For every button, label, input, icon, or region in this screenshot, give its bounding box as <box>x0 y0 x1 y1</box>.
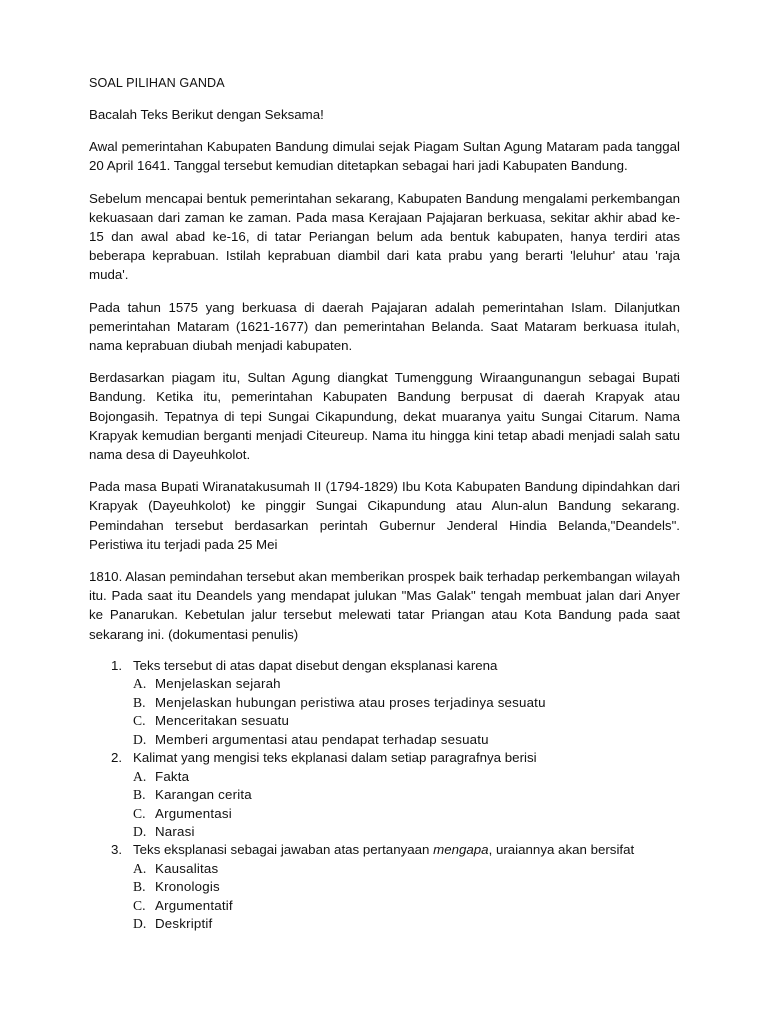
option-letter: C. <box>133 805 146 821</box>
option-list <box>133 768 680 842</box>
question-text <box>133 842 634 857</box>
question-1 <box>89 657 680 749</box>
option-b <box>133 786 680 804</box>
question-text-before: Teks eksplanasi sebagai jawaban atas pertanyaan <box>133 842 434 858</box>
option-text: Karangan cerita <box>155 787 252 803</box>
question-3 <box>89 841 680 933</box>
option-text: Deskriptif <box>155 916 213 932</box>
question-list <box>89 657 680 934</box>
option-letter: C. <box>133 897 146 913</box>
question-text: Teks tersebut di atas dapat disebut dengan eksplanasi karena <box>133 657 498 673</box>
paragraph-2: Sebelum mencapai bentuk pemerintahan sekarang, Kabupaten Bandung mengalami perkembangan kekuasaan dari zaman ke zaman. Pada masa Kerajaan Pajajaran berkuasa, sekitar akhir abad ke-15 dan awal abad ke-16, di tatar Periangan belum ada bentuk kabupaten, hanya terdiri atas beberapa keprabuan. Istilah keprabuan diambil dari kata prabu yang berarti 'leluhur' atau 'raja muda'. <box>89 190 680 283</box>
option-letter: D. <box>133 823 147 839</box>
option-text: Fakta <box>155 768 190 784</box>
document-heading: SOAL PILIHAN GANDA <box>89 76 225 90</box>
option-d <box>133 731 680 749</box>
option-text: Memberi argumentasi atau pendapat terhadap sesuatu <box>155 731 489 747</box>
instruction-text: Bacalah Teks Berikut dengan Seksama! <box>89 107 324 122</box>
option-text: Kronologis <box>155 879 220 895</box>
option-letter: B. <box>133 787 146 803</box>
option-text: Narasi <box>155 823 195 839</box>
option-c <box>133 805 680 823</box>
question-text-after: , uraiannya akan bersifat <box>488 842 635 858</box>
option-text: Menjelaskan sejarah <box>155 676 281 692</box>
option-letter: C. <box>133 713 146 729</box>
option-b <box>133 694 680 712</box>
paragraph-6: 1810. Alasan pemindahan tersebut akan memberikan prospek baik terhadap perkembangan wilayah itu. Pada saat itu Deandels yang mendapat julukan "Mas Galak" tengah membuat jalan dari Anyer ke Panarukan. Kebetulan jalur tersebut melewati tatar Priangan atau Kota Bandung pada saat sekarang ini. (dokumentasi penulis) <box>89 569 680 642</box>
option-list <box>133 860 680 934</box>
option-c <box>133 712 680 730</box>
option-letter: A. <box>133 860 147 876</box>
question-number: 2. <box>111 750 123 766</box>
question-2 <box>89 749 680 841</box>
paragraph-3: Pada tahun 1575 yang berkuasa di daerah Pajajaran adalah pemerintahan Islam. Dilanjutkan pemerintahan Mataram (1621-1677) dan pemerintahan Belanda. Saat Mataram berkuasa itulah, nama keprabuan diubah menjadi kabupaten. <box>89 299 680 354</box>
option-a <box>133 860 680 878</box>
question-number: 3. <box>111 842 123 858</box>
option-a <box>133 675 680 693</box>
option-list <box>133 675 680 749</box>
option-text: Menjelaskan hubungan peristiwa atau proses terjadinya sesuatu <box>155 694 546 710</box>
option-letter: B. <box>133 879 146 895</box>
question-number: 1. <box>111 657 123 673</box>
option-text: Argumentatif <box>155 897 233 913</box>
option-text: Menceritakan sesuatu <box>155 713 290 729</box>
option-letter: A. <box>133 676 147 692</box>
option-d <box>133 915 680 933</box>
option-letter: D. <box>133 916 147 932</box>
option-letter: D. <box>133 731 147 747</box>
document-page <box>89 74 680 934</box>
option-b <box>133 878 680 896</box>
option-letter: A. <box>133 768 147 784</box>
question-text-emphasis: mengapa <box>433 842 489 858</box>
paragraph-1: Awal pemerintahan Kabupaten Bandung dimulai sejak Piagam Sultan Agung Mataram pada tanggal 20 April 1641. Tanggal tersebut kemudian ditetapkan sebagai hari jadi Kabupaten Bandung. <box>89 139 680 174</box>
option-d <box>133 823 680 841</box>
paragraph-4: Berdasarkan piagam itu, Sultan Agung diangkat Tumenggung Wiraangunangun sebagai Bupati Bandung. Ketika itu, pemerintahan Kabupaten Bandung berpusat di daerah Krapyak atau Bojongasih. Tepatnya di tepi Sungai Cikapundung, dekat muaranya yaitu Sungai Citarum. Nama Krapyak kemudian berganti menjadi Citeureup. Nama itu hingga kini tetap abadi menjadi salah satu nama desa di Dayeuhkolot. <box>89 370 680 463</box>
option-text: Kausalitas <box>155 860 219 876</box>
paragraph-5: Pada masa Bupati Wiranatakusumah II (1794-1829) Ibu Kota Kabupaten Bandung dipindahkan dari Krapyak (Dayeuhkolot) ke pinggir Sungai Cikapundung atau Alun-alun Bandung sekarang. Pemindahan tersebut berdasarkan perintah Gubernur Jenderal Hindia Belanda,"Deandels". Peristiwa itu terjadi pada 25 Mei <box>89 479 680 552</box>
question-text: Kalimat yang mengisi teks ekplanasi dalam setiap paragrafnya berisi <box>133 750 537 766</box>
option-a <box>133 768 680 786</box>
option-text: Argumentasi <box>155 805 232 821</box>
option-letter: B. <box>133 694 146 710</box>
option-c <box>133 897 680 915</box>
